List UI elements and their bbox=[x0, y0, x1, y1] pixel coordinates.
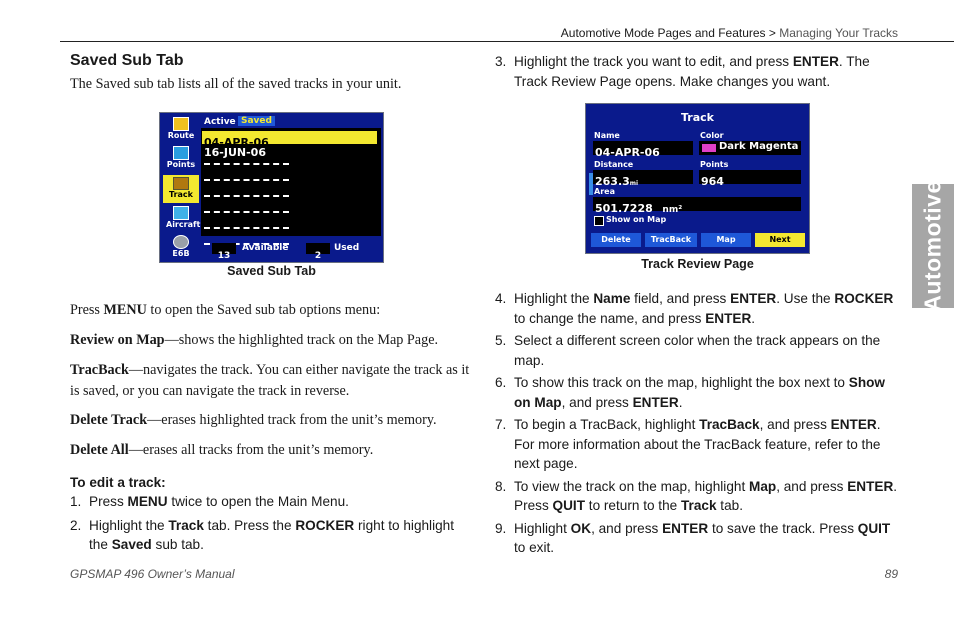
name-label: Name bbox=[594, 131, 620, 140]
step-item: 6. To show this track on the map, highlight the box next to Show on Map, and press ENTER. bbox=[495, 375, 885, 410]
available-count-box bbox=[212, 243, 236, 261]
route-tab-icon: Route bbox=[166, 117, 196, 143]
name-field[interactable] bbox=[593, 141, 693, 159]
option-delete-track: Delete Track—erases highlighted track from the unit’s memory. bbox=[70, 412, 437, 428]
figure-caption: Track Review Page bbox=[641, 257, 754, 271]
show-on-map-checkbox[interactable] bbox=[594, 216, 604, 226]
distance-value: 263.3 bbox=[595, 175, 630, 188]
track-tab-icon: Track bbox=[163, 175, 199, 203]
breadcrumb-section: Automotive Mode Pages and Features bbox=[560, 26, 766, 40]
area-label: Area bbox=[594, 187, 615, 196]
option-review-on-map: Review on Map—shows the highlighted track on the Map Page. bbox=[70, 332, 439, 348]
option-tracback: TracBack—navigates the track. You can either navigate the track as it is saved, or you can navigate the track in reverse. bbox=[70, 362, 470, 399]
delete-button[interactable]: Delete bbox=[591, 233, 641, 247]
area-value: 501.7228 bbox=[595, 202, 653, 215]
option-term: Delete All bbox=[70, 442, 129, 458]
press-menu-text: Press MENU to open the Saved sub tab options menu: bbox=[70, 302, 381, 318]
track-name: 04-APR-06 bbox=[204, 136, 269, 149]
color-label: Color bbox=[700, 131, 724, 140]
saved-track-list bbox=[201, 128, 381, 236]
available-label: Available bbox=[242, 243, 289, 253]
color-value: Dark Magenta bbox=[719, 141, 799, 152]
step-item: 2. Highlight the Track tab. Press the ROCKER right to highlight the Saved sub tab. bbox=[70, 517, 454, 552]
screen-title: Track bbox=[681, 111, 714, 124]
aircraft-tab-icon: Aircraft bbox=[166, 206, 196, 232]
step-item: 1. Press MENU twice to open the Main Menu. bbox=[70, 494, 349, 509]
next-button[interactable]: Next bbox=[755, 233, 805, 247]
step-item: 5. Select a different screen color when the track appears on the map. bbox=[495, 333, 881, 368]
section-title: Saved Sub Tab bbox=[70, 52, 184, 69]
map-button[interactable]: Map bbox=[701, 233, 751, 247]
distance-unit: mi bbox=[629, 180, 639, 187]
step-item: 3. Highlight the track you want to edit, and press ENTER. The Track Review Page opens. Make changes you want. bbox=[495, 54, 870, 89]
manual-title: GPSMAP 496 Owner’s Manual bbox=[70, 567, 235, 581]
option-term: TracBack bbox=[70, 362, 129, 378]
page-number: 89 bbox=[884, 567, 898, 581]
points-field bbox=[699, 170, 801, 188]
breadcrumb-subsection: Managing Your Tracks bbox=[779, 26, 898, 40]
show-on-map-label: Show on Map bbox=[606, 215, 667, 224]
procedure-steps-left bbox=[70, 492, 470, 555]
button-row bbox=[591, 233, 806, 247]
intro-text: The Saved sub tab lists all of the saved tracks in your unit. bbox=[70, 76, 402, 92]
tab-active[interactable]: Active bbox=[204, 117, 236, 127]
step-item: 8. To view the track on the map, highlight Map, and press ENTER. Press QUIT to return to the Track tab. bbox=[495, 478, 898, 513]
distance-label: Distance bbox=[594, 160, 634, 169]
tab-saved[interactable]: Saved bbox=[238, 116, 275, 126]
option-term: Review on Map bbox=[70, 332, 165, 348]
option-delete-all: Delete All—erases all tracks from the unit’s memory. bbox=[70, 442, 374, 458]
step-item: 4. Highlight the Name field, and press ENTER. Use the ROCKER to change the name, and press ENTER. bbox=[495, 291, 894, 326]
figure-caption: Saved Sub Tab bbox=[227, 264, 316, 278]
distance-field bbox=[593, 170, 693, 188]
device-icon-column bbox=[162, 115, 200, 260]
procedure-heading: To edit a track: bbox=[70, 475, 166, 490]
used-label: Used bbox=[334, 243, 360, 253]
color-swatch bbox=[702, 144, 716, 152]
breadcrumb bbox=[561, 26, 898, 40]
track-review-page-screenshot bbox=[585, 103, 810, 254]
points-tab-icon: Points bbox=[166, 146, 196, 172]
track-list-item-selected[interactable] bbox=[202, 131, 377, 149]
breadcrumb-separator: > bbox=[765, 26, 780, 40]
points-label: Points bbox=[700, 160, 729, 169]
side-tab-label: Automotive bbox=[919, 180, 946, 312]
name-value: 04-APR-06 bbox=[595, 146, 660, 159]
points-value: 964 bbox=[701, 175, 724, 188]
tracback-button[interactable]: TracBack bbox=[645, 233, 697, 247]
e6b-tab-icon: E6B bbox=[166, 235, 196, 261]
available-count: 13 bbox=[217, 251, 231, 261]
option-term: Delete Track bbox=[70, 412, 148, 428]
procedure-step-3 bbox=[495, 52, 903, 91]
used-count: 2 bbox=[314, 251, 322, 261]
step-item: 9. Highlight OK, and press ENTER to save the track. Press QUIT to exit. bbox=[495, 520, 891, 555]
empty-track-slots bbox=[204, 163, 289, 246]
area-unit: nm² bbox=[662, 205, 683, 215]
color-field[interactable] bbox=[699, 141, 801, 155]
procedure-steps-right bbox=[495, 289, 903, 558]
saved-sub-tab-screenshot bbox=[159, 112, 384, 263]
step-item: 7. To begin a TracBack, highlight TracBack, and press ENTER. For more information about the TracBack feature, refer to the next page. bbox=[495, 417, 881, 471]
used-count-box bbox=[306, 243, 330, 261]
area-field bbox=[593, 197, 801, 215]
header-rule bbox=[60, 41, 954, 42]
track-list-item[interactable]: 16-JUN-06 bbox=[204, 146, 266, 159]
section-side-tab bbox=[912, 180, 954, 312]
key-name: MENU bbox=[103, 302, 147, 318]
